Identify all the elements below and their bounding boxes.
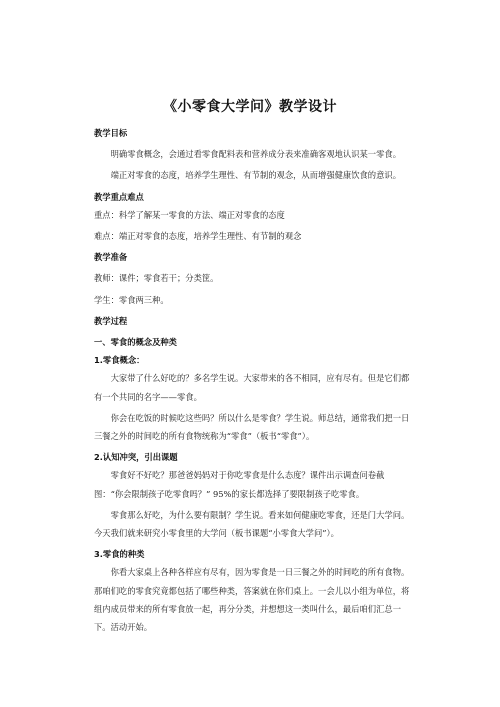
paragraph: 明确零食概念，会通过看零食配料表和营养成分表来准确客观地认识某一零食。 [110, 149, 401, 160]
heading-part1: 一、零食的概念及种类 [94, 337, 177, 348]
heading-key-points: 教学重点难点 [94, 191, 144, 202]
paragraph: 学生：零食两三种。 [94, 294, 169, 305]
paragraph: 你看大家桌上各种各样应有尽有，因为零食是一日三餐之外的时间吃的所有食物。那咱们吃的零食究竟都包括了哪些种类，答案就在你们桌上。一会儿以小组为单位，将组内成员带来的所有零食放一起，再分分类，并想想这一类叫什么，最后咱们汇总一下。活动开始。 [94, 567, 410, 633]
document-title: 《小零食大学问》教学设计 [163, 99, 337, 115]
document-body [94, 124, 412, 636]
heading-process: 教学过程 [94, 315, 128, 326]
subheading-concept: 1.零食概念： [94, 355, 145, 366]
paragraph: 端正对零食的态度，培养学生理性、有节制的观念，从而增强健康饮食的意识。 [110, 170, 401, 181]
paragraph: 难点：端正对零食的态度，培养学生理性、有节制的观念 [94, 231, 302, 242]
subheading-types: 3.零食的种类 [94, 549, 145, 560]
paragraph: 零食好不好吃？那爸爸妈妈对于你吃零食是什么态度？课件出示调查问卷截图：“你会限制孩子吃零食吗？” 95%的家长都选择了要限制孩子吃零食。 [94, 470, 385, 499]
subheading-conflict: 2.认知冲突，引出课题 [94, 452, 178, 463]
heading-objectives: 教学目标 [94, 128, 128, 138]
paragraph: 大家带了什么好吃的？多名学生说。大家带来的各不相同，应有尽有。但是它们都有一个共同的名字——零食。 [94, 373, 410, 402]
paragraph: 零食那么好吃，为什么要有限制？学生说。看来如何健康吃零食，还是门大学问。今天我们就来研究小零食里的大学问（板书课题“小零食大学问”）。 [94, 509, 410, 539]
paragraph: 重点：科学了解某一零食的方法、端正对零食的态度 [94, 209, 285, 220]
heading-preparation: 教学准备 [94, 252, 128, 263]
paragraph: 你会在吃饭的时候吃这些吗？所以什么是零食？学生说。师总结，通常我们把一日三餐之外的时间吃的所有食物统称为“零食”（板书“零食”）。 [94, 412, 410, 442]
paragraph: 教师：课件；零食若干；分类筐。 [94, 273, 219, 284]
